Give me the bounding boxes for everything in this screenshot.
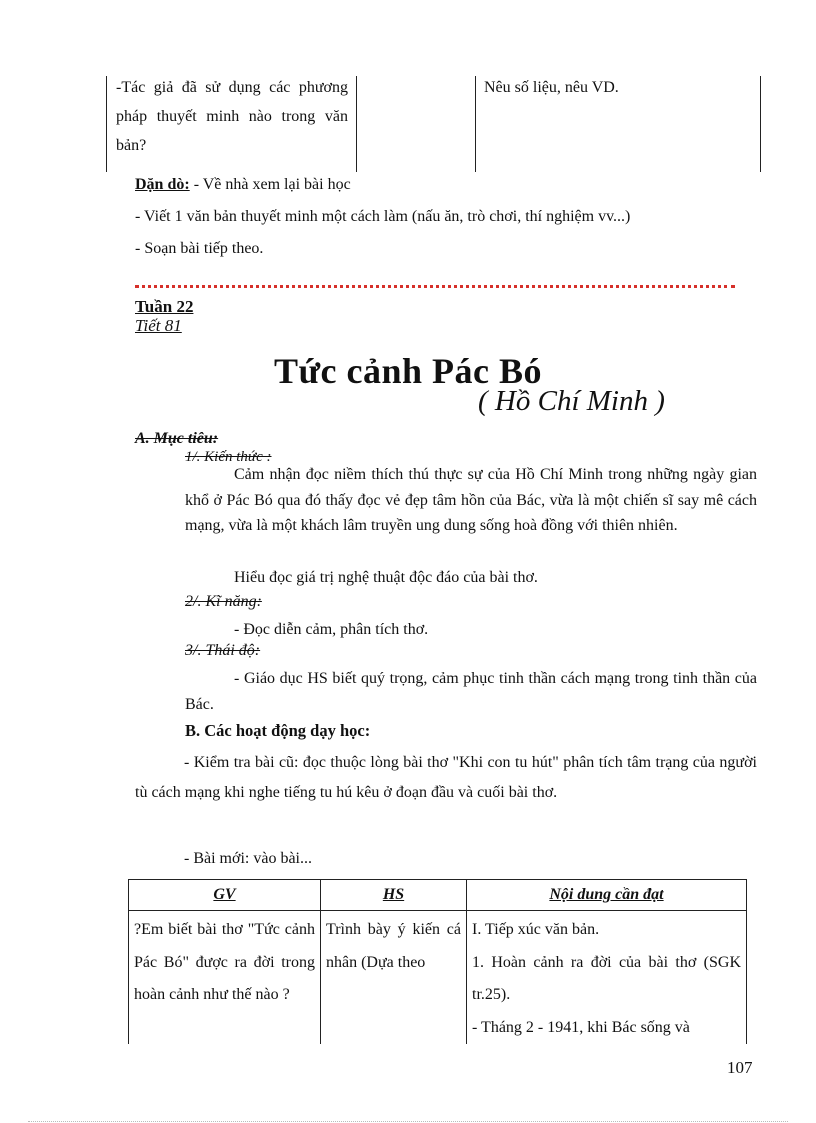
knowledge-text-2: Hiểu đọc giá trị nghệ thuật độc đáo của bài thơ. [234, 569, 538, 586]
table-header-row [129, 880, 747, 911]
top-table-question: -Tác giả đã sử dụng các phương pháp thuyết minh nào trong văn bản? [116, 79, 348, 154]
lesson-table [128, 879, 747, 1044]
top-table-border-mid-b [475, 76, 476, 172]
homework-label: Dặn dò: [135, 176, 190, 193]
page-number: 107 [727, 1058, 753, 1077]
top-table-border-left [106, 76, 107, 172]
skills-label: 2/. Kĩ năng: [185, 593, 262, 610]
table-row [129, 911, 747, 1045]
header-gv: GV [129, 880, 321, 911]
top-table-border-mid-a [356, 76, 357, 172]
content-line-1: I. Tiếp xúc văn bản. [472, 921, 600, 938]
content-line-2: 1. Hoàn cảnh ra đời của bài thơ (SGK tr.25). [472, 953, 741, 1003]
content-line-3: - Tháng 2 - 1941, khi Bác sống và [472, 1018, 690, 1036]
cell-hs: Trình bày ý kiến cá nhân (Dựa theo [321, 911, 467, 1045]
homework-line-3: - Soạn bài tiếp theo. [135, 240, 264, 257]
poem-title: Tức cảnh Pác Bó [273, 351, 543, 391]
knowledge-label: 1/. Kiến thức : [185, 449, 272, 465]
footer-rule [28, 1121, 788, 1122]
attitude-text: - Giáo dục HS biết quý trọng, cảm phục tinh thần cách mạng trong tinh thần của Bác. [185, 670, 757, 713]
top-table-border-right [760, 76, 761, 172]
cell-gv: ?Em biết bài thơ "Tức cảnh Pác Bó" được ra đời trong hoàn cảnh như thế nào ? [129, 911, 321, 1045]
activities-label: B. Các hoạt động dạy học: [185, 721, 371, 740]
section-separator [135, 285, 735, 291]
header-content: Nội dung cần đạt [467, 880, 747, 911]
activities-new: - Bài mới: vào bài... [184, 850, 312, 867]
activities-check: - Kiểm tra bài cũ: đọc thuộc lòng bài thơ "Khi con tu hút" phân tích tâm trạng của người tù cách mạng khi nghe tiếng tu hú kêu ở đoạn đầu và cuối bài thơ. [135, 754, 757, 801]
cell-content [467, 911, 747, 1045]
top-table-answer: Nêu số liệu, nêu VD. [484, 79, 619, 96]
skills-text: - Đọc diễn cảm, phân tích thơ. [234, 621, 429, 638]
homework-line-1-text: - Về nhà xem lại bài học [189, 176, 351, 193]
knowledge-text: Cảm nhận đọc niềm thích thú thực sự của Hồ Chí Minh trong những ngày gian khổ ở Pác Bó qua đó thấy đọc vẻ đẹp tâm hồn của Bác, vừa là một chiến sĩ say mê cách mạng, vừa là một khách lâm truyền ung dung sống hoà đồng với thiên nhiên. [185, 466, 757, 534]
homework-line-1 [135, 175, 351, 195]
lesson-label: Tiết 81 [135, 316, 182, 335]
header-hs: HS [321, 880, 467, 911]
objectives-label: A. Mục tiêu: [135, 430, 219, 447]
homework-line-2: - Viết 1 văn bản thuyết minh một cách làm (nấu ăn, trò chơi, thí nghiệm vv...) [135, 208, 631, 225]
poem-author: ( Hồ Chí Minh ) [478, 385, 665, 417]
attitude-label: 3/. Thái độ: [185, 642, 261, 659]
week-label: Tuần 22 [135, 297, 194, 316]
